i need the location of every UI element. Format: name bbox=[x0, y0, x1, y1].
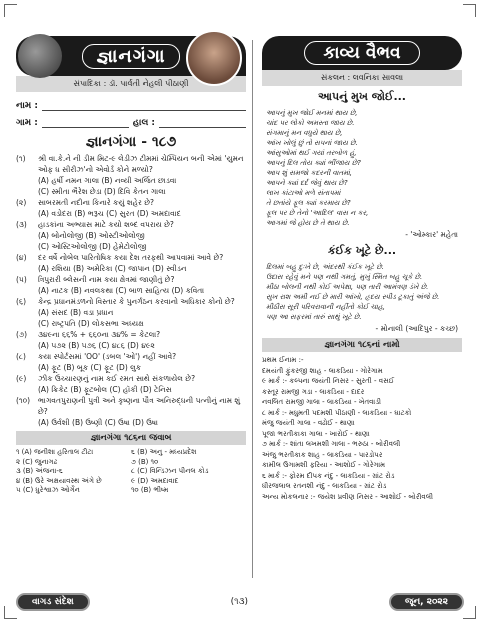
village-field bbox=[16, 117, 246, 128]
kavya-banner bbox=[262, 36, 462, 70]
answers-title: જ્ઞાનગંગા ૧૮૬ના જવાબ bbox=[16, 431, 246, 445]
question-number: (૯) bbox=[16, 374, 27, 383]
question-text: સાબરમતી નદીના કિનારે કયું શહેર છે? bbox=[38, 198, 154, 207]
answer-item: ૯ (D) અમદાવાદ bbox=[131, 476, 179, 485]
winner-name: ૬ માર્ક :- ફોરમ દીપક નંદુ - લાકડિયા - ગ્રાંટ રોડ bbox=[262, 471, 395, 480]
poem-line: લાખ કાંટાઓ મળે સંતાપમાં bbox=[266, 189, 341, 197]
question-text: કેન્દ્ર પ્રધાનમંડળનો વિસ્તાર કે પુનર્ગઠન કરવાનો અધિકાર કોનો છે? bbox=[38, 297, 235, 306]
poem-line: ફૂલ પર છે તેનો 'આદિલ' વાસ ન કર, bbox=[266, 209, 369, 217]
question-options: (A) ૫૭૨ (B) ૫૭૬ (C) ૪૮૬ (D) ૪૯૨ bbox=[38, 341, 155, 350]
question-number: (૬) bbox=[16, 297, 27, 306]
winner-name: કસ્તૂર રામજી ગડા - લાકડિયા - દાદર bbox=[262, 387, 365, 396]
question-number: (૪) bbox=[16, 253, 27, 262]
question-options: (A) વડોદરા (B) ભરૂચ (C) સુરત (D) અમદાવાદ bbox=[38, 209, 181, 218]
names-title: જ્ઞાનગંગા ૧૮૬નાં નામો bbox=[262, 338, 462, 352]
kavya-credit: સંકલન : લવનિકા સાવલા bbox=[262, 70, 462, 86]
poem-line: આપ શું સમજો કદરની વાતમાં, bbox=[266, 169, 353, 177]
poem-line: ચાંદ પર લોકો અમસ્તા જાય છે. bbox=[266, 119, 355, 127]
answer-item: ૮ (C) વિન્ડિઝન પીનલ કોડ bbox=[131, 467, 209, 475]
poem2-body bbox=[262, 262, 462, 322]
winner-name: ૯ માર્ક :- કલ્પના જયંતી નિસર - સુરતી - વસઈ bbox=[262, 377, 395, 385]
winner-name: પૂજા ભરતીકાકા ગાલા - ખારોઈ - થાણા bbox=[262, 429, 370, 438]
question-number: (૩) bbox=[16, 220, 27, 229]
winner-names bbox=[262, 355, 462, 502]
gyanganga-column bbox=[16, 36, 246, 496]
winner-name: કામીલ ઉગામશી ફરિયા - આશોઈ - ગોરેગામ bbox=[262, 461, 386, 469]
magazine-name: વાગડ સંદેશ bbox=[16, 593, 90, 611]
question-item bbox=[16, 296, 246, 307]
name-field bbox=[16, 100, 246, 111]
question-number: (૨) bbox=[16, 198, 27, 207]
question-text: ભાગવતપુરાણની પુત્રી અને કૃષ્ણના પૌત્ર અનિરુદ્ધની પત્નીનું નામ શું છે? bbox=[38, 396, 241, 416]
question-item bbox=[16, 351, 246, 362]
winner-name: અન્ય મોકલનાર :- જયેશ પ્રવીણ નિસર - આશોઈ - બોરીવલી bbox=[262, 492, 434, 501]
question-text: ૩૪૯ના ૬૬% + ૬૬૦ના ૩૪% = કેટલા? bbox=[38, 330, 161, 339]
poem-line: સંગમાનું મન વધુયે થાય છે, bbox=[266, 129, 343, 137]
question-options: (A) હર્ષી નમન ગાલા (B) નવ્યી અર્જિત છાડવા bbox=[38, 176, 177, 185]
poem-line: આંખ ખોલું છું તો સપનાં જાય છે. bbox=[266, 139, 358, 147]
question-item bbox=[16, 395, 246, 417]
question-options: (A) ક્રિકેટ (B) ફૂટબોલ (C) હૉકી (D) ટેનિસ bbox=[38, 385, 172, 394]
question-options: (A) બોનોલોજી (B) ઓસ્ટીઓલોજી bbox=[38, 231, 145, 240]
question-text: શ્રી વા.કે.ને ની ડીમ મિટ-૯ લેડીઝ ટીમમાં ચેમ્પિયન બની એમાં 'યુમન ઓફ ધ સીરીઝ'નો એવોર્ડ કોને મળ્યો? bbox=[38, 154, 244, 174]
question-text: હાડકાંના અભ્યાસ માટે કયો શબ્દ વપરાય છે? bbox=[38, 220, 174, 229]
question-item bbox=[16, 252, 246, 263]
question-list bbox=[16, 153, 246, 428]
answer-item: ૪ (B) ઉરે અક્ષયાવસ્થ અંગે છે bbox=[16, 476, 102, 485]
poem2-line: સુખ રાશ અમી નઈ છે મારી આંખો, હૃદય સ્પીડ ટૂકાતું અંજે છે. bbox=[266, 293, 440, 301]
question-item bbox=[16, 219, 246, 230]
winner-name: ૮ માર્ક :- મધુમતી પદમશી પીઠાણી - લાકડિયા - ઘાટકો bbox=[262, 408, 412, 417]
answer-item: ૨ (C) જુનાગઢ bbox=[16, 457, 58, 466]
answer-grid bbox=[16, 448, 246, 496]
kavya-column bbox=[262, 36, 462, 502]
village-label: ગામ : bbox=[16, 118, 38, 128]
poem-line: આપનું દિલ તોય ક્યાં ભીંજાય છે? bbox=[266, 159, 361, 167]
winner-name: મંજુ જયંતી ગાલા - વઢોઈ - થાણા bbox=[262, 419, 355, 427]
issue-date: જૂન, ૨૦૨૨ bbox=[389, 593, 464, 611]
quiz-title: જ્ઞાનગંગા - ૧૮૭ bbox=[85, 134, 177, 150]
question-options: (A) નાટક (B) નવલકથા (C) બાળ સાહિત્ય (D) કવિતા bbox=[38, 286, 205, 295]
kavya-banner-title: કાવ્ય વૈભવ bbox=[304, 41, 419, 65]
age-line[interactable] bbox=[159, 117, 246, 128]
poem2-line: દિલમાં બહુ દુઃખે છે, અંદરથી કંઈક ખૂટે છે. bbox=[266, 263, 384, 271]
editor-photo bbox=[186, 30, 242, 86]
question-number: (૧૦) bbox=[16, 396, 31, 405]
crop-mark-top-right bbox=[463, 4, 476, 17]
crop-mark-bottom-right bbox=[463, 606, 476, 619]
poem2-line: મીઠા બોલની નથી કોઈ અપેક્ષા, પણ તારી આમંત્રણ ડંખે છે. bbox=[266, 283, 429, 291]
winner-name: ૭ માર્ક :- શાંતા લખમશી ગાલા - ભરુઠા - બોરીવલી bbox=[262, 440, 401, 448]
page-footer bbox=[16, 593, 464, 611]
poem-title: આપનું મુખ જોઈ... bbox=[318, 90, 406, 103]
poem2-line: મીઠીસ સૂરી પરિવરાવાની નહીંતો કોઈ ચાહ, bbox=[266, 303, 386, 311]
page-number: (૧૩) bbox=[230, 597, 249, 607]
winner-name: ધીરજલાલ રતનશી નંદુ - લાકડિયા - ગ્રાંટ રોડ bbox=[262, 482, 387, 490]
question-item bbox=[16, 274, 246, 285]
question-number: (૫) bbox=[16, 275, 27, 284]
gyanganga-banner bbox=[16, 36, 246, 76]
poem-line: આગમાં જે હોય છે તે થાય છે. bbox=[266, 219, 350, 227]
editor-credit: સંપાદિકા : ડૉ. પાર્વતી નેહલી પીઠાણી bbox=[16, 76, 246, 92]
answer-item: ૧ (A) જનીશા હરિતાલ ટીટા bbox=[16, 448, 94, 456]
poem-body bbox=[262, 108, 462, 228]
poem2-title: કંઈક ખૂટે છે... bbox=[327, 244, 397, 257]
poem2-line: ઉદાસ રહેવું મને પણ નથી ગમતું, મુખું સ્મિત બહુ ચૂકે છે. bbox=[266, 273, 423, 281]
answer-item: ૭ (B) ૧૦ bbox=[131, 457, 159, 466]
question-item bbox=[16, 373, 246, 384]
question-options: (C) રાષ્ટ્રપતિ (D) લોકસભા અધ્યક્ષ bbox=[38, 319, 144, 328]
poem-line: આપનું મુખ જોઈ મનમાં થાય છે, bbox=[266, 109, 358, 117]
column-divider bbox=[252, 40, 253, 578]
question-text: ત્રિપુરારી બ્લેસની નામ કયા ક્ષેત્રમાં જાણીતું છે? bbox=[38, 275, 175, 284]
question-number: (૭) bbox=[16, 330, 28, 339]
question-item bbox=[16, 329, 246, 340]
poem-line: આંસુઓમાં થઈ ગયાં તરબોળ હું, bbox=[266, 149, 357, 157]
question-options: (C) ઓસ્ટિઓલોજી (D) હેમેટોલોજી bbox=[38, 242, 147, 251]
name-line[interactable] bbox=[42, 100, 246, 111]
question-item bbox=[16, 197, 246, 208]
question-options: (A) ફૂટ (B) બૂક (C) ફૂટ (D) લુક bbox=[38, 363, 142, 372]
brain-icon bbox=[18, 34, 62, 78]
poem-author: - 'ઓમ્કાર' મહેતા bbox=[405, 230, 458, 239]
question-item bbox=[16, 153, 246, 175]
question-text: કયા સ્પોર્ટસમાં 'OO' (ડબલ 'ઓ') નહીં આવે? bbox=[38, 352, 177, 361]
question-number: (૮) bbox=[16, 352, 26, 361]
answer-item: ૬ (B) અનુ - મધ્યપ્રદેશ bbox=[131, 448, 197, 456]
village-line[interactable] bbox=[42, 117, 129, 128]
question-text: ઝીક ઉચ્ચારણનું નામ કઈ રમત સાથે સંકળાયેલ છે? bbox=[38, 374, 196, 383]
question-options: (A) રશિયા (B) અમેરિકા (C) જાપાન (D) સ્વીડન bbox=[38, 264, 187, 273]
question-options: (A) સંસદ (B) વડા પ્રધાન bbox=[38, 308, 114, 317]
banner-title: જ્ઞાનગંગા bbox=[82, 44, 181, 69]
poem2-line: પણ આ સફરમાં તારું સાથું ખૂટે છે. bbox=[266, 313, 362, 321]
question-text: દર વર્ષે નોબેલ પારિતોષિક કયા દેશ તરફથી આપવામાં આવે છે? bbox=[38, 253, 224, 262]
age-label: હાલ : bbox=[132, 118, 156, 128]
winner-name: અંજુ ભરતીકાક શાહ - લાકડિયા - પારડોપર bbox=[262, 450, 383, 459]
winner-name: દમયંતી ફુંકરજી શાહ - લાકડિયા - ગોરેગામ bbox=[262, 366, 383, 375]
crop-mark-top-left bbox=[4, 4, 17, 17]
answer-item: ૩ (B) અંજના-૬ bbox=[16, 467, 63, 475]
question-number: (૧) bbox=[16, 154, 26, 163]
answer-item: ૫ (C) ધુરેશ્વાઝ ઓર્ગેન bbox=[16, 486, 80, 494]
question-options: (C) સ્મીતા ભૈરેશ છેડા (D) દિવિ કેતન ગાલા bbox=[38, 187, 166, 196]
poem2-author: - મોનાલી (આદિપુર - કચ્છ) bbox=[375, 324, 458, 333]
answer-item: ૧૦ (B) ભીષ્મ bbox=[131, 486, 169, 494]
question-options: (A) ઉર્વશી (B) ઉષ્ણી (C) ઉષા (D) ઉષા bbox=[38, 418, 158, 427]
winner-name: નવલિત રામજી ગાલા - લાકડિયા - ખેતવાડી bbox=[262, 398, 382, 406]
poem-line: આપને ક્યાં દર્દ જેવું થાય છે? bbox=[266, 179, 348, 187]
name-label: નામ : bbox=[16, 101, 38, 111]
poem-line: તે છતાંયે ફૂલ ક્યાં કરમાય છે? bbox=[266, 199, 351, 207]
winner-name: પ્રથમ ઈનામ :- bbox=[262, 356, 304, 364]
